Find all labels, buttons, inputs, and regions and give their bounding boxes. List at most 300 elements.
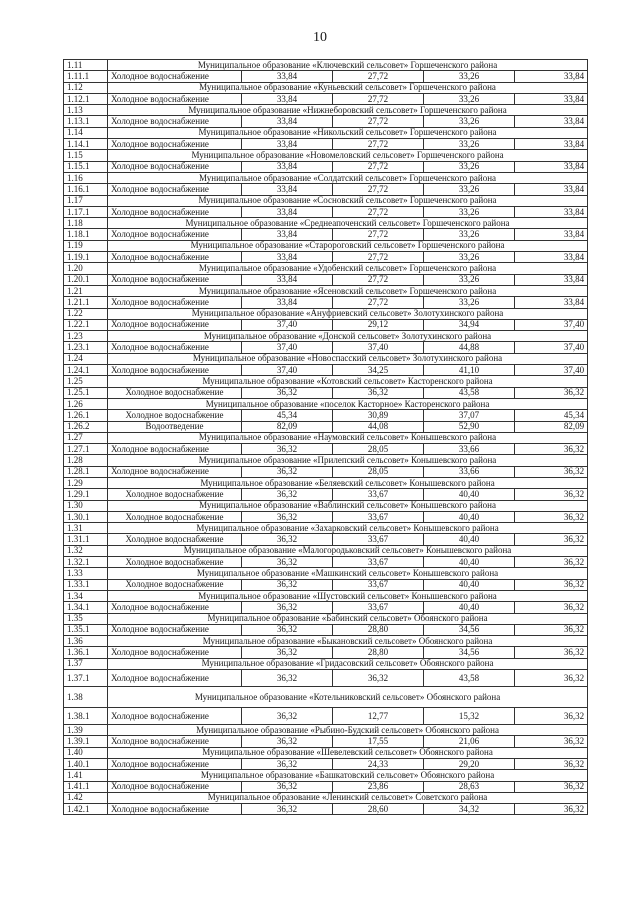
- tariff-value: 33,84: [242, 274, 333, 285]
- tariff-value: 36,32: [333, 387, 424, 398]
- tariff-value: 27,72: [333, 161, 424, 172]
- tariff-value: 33,66: [424, 444, 515, 455]
- tariff-row: [64, 534, 588, 545]
- row-number: 1.41.1: [64, 781, 108, 792]
- row-number: 1.42: [64, 792, 108, 803]
- service-name: Холодное водоснабжение: [108, 71, 242, 82]
- tariff-row: [64, 387, 588, 398]
- service-name: Холодное водоснабжение: [108, 342, 242, 353]
- municipality-row: [64, 105, 588, 116]
- service-name: Холодное водоснабжение: [108, 444, 242, 455]
- row-number: 1.28: [64, 455, 108, 466]
- municipality-title: Муниципальное образование «Солдатский сельсовет» Горшеченского района: [108, 172, 588, 183]
- municipality-title: Муниципальное образование «Ануфриевский сельсовет» Золотухинского района: [108, 308, 588, 319]
- tariff-value: 27,72: [333, 274, 424, 285]
- municipality-title: Муниципальное образование «Ваблинский сельсовет» Конышевского района: [108, 500, 588, 511]
- tariff-value: 37,40: [242, 342, 333, 353]
- tariff-value: 37,40: [333, 342, 424, 353]
- tariff-value: 36,32: [515, 708, 588, 725]
- tariff-value: 33,84: [242, 206, 333, 217]
- row-number: 1.40.1: [64, 758, 108, 769]
- row-number: 1.32.1: [64, 557, 108, 568]
- tariff-value: 36,32: [242, 804, 333, 815]
- service-name: Холодное водоснабжение: [108, 365, 242, 376]
- tariff-value: 34,25: [333, 365, 424, 376]
- service-name: Холодное водоснабжение: [108, 758, 242, 769]
- tariff-value: 33,84: [515, 93, 588, 104]
- tariff-value: 36,32: [242, 466, 333, 477]
- tariff-value: 45,34: [515, 410, 588, 421]
- tariff-value: 33,84: [515, 116, 588, 127]
- tariff-row: [64, 342, 588, 353]
- tariff-value: 28,80: [333, 624, 424, 635]
- tariff-value: 28,05: [333, 444, 424, 455]
- tariff-row: [64, 466, 588, 477]
- municipality-row: [64, 127, 588, 138]
- row-number: 1.30: [64, 500, 108, 511]
- tariff-value: 33,84: [515, 71, 588, 82]
- row-number: 1.29: [64, 477, 108, 488]
- tariff-value: 27,72: [333, 71, 424, 82]
- row-number: 1.34.1: [64, 602, 108, 613]
- municipality-row: [64, 590, 588, 601]
- tariff-value: 36,32: [515, 534, 588, 545]
- tariff-value: 33,84: [515, 161, 588, 172]
- municipality-title: Муниципальное образование «Среднеапоченский сельсовет» Горшеченского района: [108, 218, 588, 229]
- municipality-title: Муниципальное образование «Рыбино-Будский сельсовет» Обоянского района: [108, 725, 588, 736]
- row-number: 1.35: [64, 613, 108, 624]
- tariff-row: [64, 161, 588, 172]
- row-number: 1.32: [64, 545, 108, 556]
- row-number: 1.31: [64, 523, 108, 534]
- row-number: 1.31.1: [64, 534, 108, 545]
- tariff-value: 27,72: [333, 206, 424, 217]
- tariff-row: [64, 736, 588, 747]
- tariff-value: 33,26: [424, 71, 515, 82]
- service-name: Холодное водоснабжение: [108, 804, 242, 815]
- service-name: Холодное водоснабжение: [108, 781, 242, 792]
- tariff-value: 33,26: [424, 297, 515, 308]
- row-number: 1.15: [64, 150, 108, 161]
- row-number: 1.13.1: [64, 116, 108, 127]
- tariff-value: 36,32: [515, 647, 588, 658]
- tariff-row: [64, 624, 588, 635]
- tariff-value: 36,32: [242, 387, 333, 398]
- municipality-title: Муниципальное образование «Нижнеборовский сельсовет» Горшеченского района: [108, 105, 588, 116]
- tariff-value: 33,26: [424, 161, 515, 172]
- service-name: Холодное водоснабжение: [108, 624, 242, 635]
- tariff-value: 33,67: [333, 534, 424, 545]
- service-name: Холодное водоснабжение: [108, 319, 242, 330]
- row-number: 1.30.1: [64, 511, 108, 522]
- tariff-value: 33,66: [424, 466, 515, 477]
- service-name: Холодное водоснабжение: [108, 229, 242, 240]
- tariff-value: 33,84: [515, 297, 588, 308]
- tariff-row: [64, 444, 588, 455]
- service-name: Холодное водоснабжение: [108, 736, 242, 747]
- municipality-row: [64, 285, 588, 296]
- tariff-value: 37,40: [242, 365, 333, 376]
- tariff-value: 33,26: [424, 93, 515, 104]
- tariff-value: 37,40: [515, 365, 588, 376]
- tariff-row: [64, 319, 588, 330]
- tariff-value: 33,84: [515, 274, 588, 285]
- tariff-value: 33,84: [242, 93, 333, 104]
- municipality-title: Муниципальное образование «Беляевский сельсовет» Конышевского района: [108, 477, 588, 488]
- row-number: 1.33: [64, 568, 108, 579]
- row-number: 1.33.1: [64, 579, 108, 590]
- tariff-row: [64, 274, 588, 285]
- tariff-table-body: [64, 60, 588, 815]
- tariff-value: 33,84: [242, 252, 333, 263]
- municipality-row: [64, 747, 588, 758]
- tariff-value: 33,26: [424, 184, 515, 195]
- municipality-row: [64, 568, 588, 579]
- tariff-value: 17,55: [333, 736, 424, 747]
- tariff-row: [64, 670, 588, 687]
- row-number: 1.18.1: [64, 229, 108, 240]
- tariff-value: 28,63: [424, 781, 515, 792]
- tariff-value: 33,84: [515, 206, 588, 217]
- tariff-value: 33,26: [424, 206, 515, 217]
- tariff-value: 33,67: [333, 489, 424, 500]
- row-number: 1.27: [64, 432, 108, 443]
- tariff-value: 36,32: [515, 736, 588, 747]
- tariff-value: 27,72: [333, 184, 424, 195]
- municipality-title: Муниципальное образование «Ясеновский сельсовет» Горшеченского района: [108, 285, 588, 296]
- tariff-row: [64, 297, 588, 308]
- tariff-value: 33,84: [515, 184, 588, 195]
- tariff-value: 36,32: [515, 624, 588, 635]
- service-name: Холодное водоснабжение: [108, 489, 242, 500]
- tariff-value: 40,40: [424, 557, 515, 568]
- row-number: 1.36: [64, 636, 108, 647]
- municipality-row: [64, 455, 588, 466]
- tariff-row: [64, 93, 588, 104]
- service-name: Холодное водоснабжение: [108, 579, 242, 590]
- tariff-row: [64, 71, 588, 82]
- tariff-value: 33,67: [333, 511, 424, 522]
- service-name: Холодное водоснабжение: [108, 511, 242, 522]
- tariff-value: 37,40: [515, 319, 588, 330]
- service-name: Холодное водоснабжение: [108, 139, 242, 150]
- municipality-title: Муниципальное образование «Гридасовский сельсовет» Обоянского района: [108, 658, 588, 669]
- tariff-value: 33,26: [424, 252, 515, 263]
- tariff-value: 41,10: [424, 365, 515, 376]
- municipality-row: [64, 150, 588, 161]
- row-number: 1.36.1: [64, 647, 108, 658]
- tariff-value: 36,32: [515, 758, 588, 769]
- municipality-row: [64, 353, 588, 364]
- tariff-row: [64, 184, 588, 195]
- tariff-row: [64, 421, 588, 432]
- tariff-value: 36,32: [242, 534, 333, 545]
- row-number: 1.11.1: [64, 71, 108, 82]
- tariff-value: 36,32: [515, 511, 588, 522]
- tariff-row: [64, 511, 588, 522]
- service-name: Холодное водоснабжение: [108, 184, 242, 195]
- row-number: 1.16: [64, 172, 108, 183]
- municipality-row: [64, 82, 588, 93]
- row-number: 1.23: [64, 331, 108, 342]
- tariff-value: 33,26: [424, 139, 515, 150]
- tariff-value: 34,94: [424, 319, 515, 330]
- tariff-value: 36,32: [242, 624, 333, 635]
- row-number: 1.14: [64, 127, 108, 138]
- service-name: Холодное водоснабжение: [108, 602, 242, 613]
- row-number: 1.18: [64, 218, 108, 229]
- row-number: 1.24.1: [64, 365, 108, 376]
- municipality-row: [64, 658, 588, 669]
- tariff-value: 36,32: [242, 758, 333, 769]
- tariff-value: 40,40: [424, 489, 515, 500]
- row-number: 1.22: [64, 308, 108, 319]
- service-name: Холодное водоснабжение: [108, 708, 242, 725]
- municipality-row: [64, 263, 588, 274]
- service-name: Холодное водоснабжение: [108, 647, 242, 658]
- tariff-value: 43,58: [424, 387, 515, 398]
- municipality-title: Муниципальное образование «Удобенский сельсовет» Горшеченского района: [108, 263, 588, 274]
- municipality-title: Муниципальное образование «Бабинский сельсовет» Обоянского района: [108, 613, 588, 624]
- municipality-title: Муниципальное образование «Новоспасский сельсовет» Золотухинского района: [108, 353, 588, 364]
- tariff-row: [64, 579, 588, 590]
- row-number: 1.39.1: [64, 736, 108, 747]
- municipality-title: Муниципальное образование «Захарковский сельсовет» Конышевского района: [108, 523, 588, 534]
- tariff-value: 36,32: [242, 489, 333, 500]
- tariff-value: 23,86: [333, 781, 424, 792]
- row-number: 1.41: [64, 770, 108, 781]
- tariff-value: 36,32: [515, 387, 588, 398]
- tariff-value: 40,40: [424, 602, 515, 613]
- municipality-title: Муниципальное образование «Донской сельсовет» Золотухинского района: [108, 331, 588, 342]
- tariff-value: 45,34: [242, 410, 333, 421]
- tariff-row: [64, 602, 588, 613]
- service-name: Холодное водоснабжение: [108, 670, 242, 687]
- tariff-value: 36,32: [242, 708, 333, 725]
- tariff-value: 37,07: [424, 410, 515, 421]
- row-number: 1.38.1: [64, 708, 108, 725]
- page-number: 10: [313, 30, 327, 45]
- municipality-title: Муниципальное образование «Быкановский сельсовет» Обоянского района: [108, 636, 588, 647]
- tariff-value: 44,88: [424, 342, 515, 353]
- tariff-row: [64, 781, 588, 792]
- tariff-value: 36,32: [333, 670, 424, 687]
- tariff-value: 33,26: [424, 116, 515, 127]
- municipality-row: [64, 195, 588, 206]
- tariff-value: 27,72: [333, 93, 424, 104]
- tariff-row: [64, 365, 588, 376]
- municipality-row: [64, 331, 588, 342]
- tariff-value: 36,32: [242, 557, 333, 568]
- row-number: 1.29.1: [64, 489, 108, 500]
- tariff-value: 33,67: [333, 602, 424, 613]
- tariff-value: 33,26: [424, 274, 515, 285]
- tariff-value: 36,32: [515, 804, 588, 815]
- tariff-value: 33,67: [333, 579, 424, 590]
- tariff-value: 33,84: [242, 116, 333, 127]
- tariff-value: 27,72: [333, 116, 424, 127]
- row-number: 1.12.1: [64, 93, 108, 104]
- tariff-row: [64, 804, 588, 815]
- service-name: Холодное водоснабжение: [108, 206, 242, 217]
- row-number: 1.39: [64, 725, 108, 736]
- tariff-value: 27,72: [333, 139, 424, 150]
- row-number: 1.20.1: [64, 274, 108, 285]
- row-number: 1.19: [64, 240, 108, 251]
- tariff-row: [64, 116, 588, 127]
- tariff-value: 27,72: [333, 229, 424, 240]
- tariff-value: 33,84: [242, 229, 333, 240]
- service-name: Холодное водоснабжение: [108, 252, 242, 263]
- service-name: Холодное водоснабжение: [108, 93, 242, 104]
- row-number: 1.38: [64, 687, 108, 708]
- tariff-value: 36,32: [515, 557, 588, 568]
- tariff-value: 36,32: [242, 647, 333, 658]
- tariff-row: [64, 489, 588, 500]
- municipality-row: [64, 636, 588, 647]
- tariff-value: 33,84: [242, 297, 333, 308]
- service-name: Холодное водоснабжение: [108, 161, 242, 172]
- row-number: 1.28.1: [64, 466, 108, 477]
- municipality-row: [64, 240, 588, 251]
- tariff-row: [64, 229, 588, 240]
- tariff-value: 33,84: [242, 161, 333, 172]
- municipality-title: Муниципальное образование «Ключевский сельсовет» Горшеченского района: [108, 60, 588, 71]
- service-name: Холодное водоснабжение: [108, 410, 242, 421]
- municipality-row: [64, 432, 588, 443]
- tariff-value: 33,84: [515, 252, 588, 263]
- tariff-value: 36,32: [515, 489, 588, 500]
- service-name: Холодное водоснабжение: [108, 387, 242, 398]
- tariff-row: [64, 252, 588, 263]
- row-number: 1.25: [64, 376, 108, 387]
- row-number: 1.15.1: [64, 161, 108, 172]
- row-number: 1.25.1: [64, 387, 108, 398]
- municipality-title: Муниципальное образование «Машкинский сельсовет» Конышевского района: [108, 568, 588, 579]
- tariff-value: 36,32: [242, 511, 333, 522]
- tariff-value: 36,32: [242, 444, 333, 455]
- tariff-value: 28,60: [333, 804, 424, 815]
- tariff-value: 36,32: [515, 579, 588, 590]
- tariff-value: 52,90: [424, 421, 515, 432]
- tariff-value: 33,84: [242, 71, 333, 82]
- municipality-title: Муниципальное образование «Котовский сельсовет» Касторенского района: [108, 376, 588, 387]
- tariff-row: [64, 557, 588, 568]
- tariff-value: 44,08: [333, 421, 424, 432]
- tariff-value: 27,72: [333, 252, 424, 263]
- row-number: 1.19.1: [64, 252, 108, 263]
- municipality-title: Муниципальное образование «Башкатовский сельсовет» Обоянского района: [108, 770, 588, 781]
- tariff-value: 82,09: [515, 421, 588, 432]
- municipality-title: Муниципальное образование «Ленинский сельсовет» Советского района: [108, 792, 588, 803]
- municipality-row: [64, 613, 588, 624]
- tariff-value: 33,84: [242, 184, 333, 195]
- tariff-value: 40,40: [424, 579, 515, 590]
- tariff-table: [63, 59, 588, 815]
- municipality-title: Муниципальное образование «поселок Касторное» Касторенского района: [108, 398, 588, 409]
- tariff-value: 29,12: [333, 319, 424, 330]
- municipality-row: [64, 500, 588, 511]
- tariff-value: 29,20: [424, 758, 515, 769]
- service-name: Холодное водоснабжение: [108, 557, 242, 568]
- tariff-value: 21,06: [424, 736, 515, 747]
- tariff-row: [64, 139, 588, 150]
- service-name: Холодное водоснабжение: [108, 534, 242, 545]
- row-number: 1.23.1: [64, 342, 108, 353]
- service-name: Холодное водоснабжение: [108, 116, 242, 127]
- tariff-value: 36,32: [515, 670, 588, 687]
- row-number: 1.26: [64, 398, 108, 409]
- tariff-value: 28,05: [333, 466, 424, 477]
- tariff-value: 24,33: [333, 758, 424, 769]
- row-number: 1.16.1: [64, 184, 108, 195]
- tariff-value: 36,32: [242, 781, 333, 792]
- municipality-row: [64, 60, 588, 71]
- tariff-value: 33,84: [515, 139, 588, 150]
- tariff-value: 40,40: [424, 534, 515, 545]
- municipality-title: Муниципальное образование «Куньевский сельсовет» Горшеченского района: [108, 82, 588, 93]
- row-number: 1.37: [64, 658, 108, 669]
- tariff-value: 36,32: [242, 736, 333, 747]
- municipality-title: Муниципальное образование «Шевелевский сельсовет» Обоянского района: [108, 747, 588, 758]
- tariff-value: 34,56: [424, 624, 515, 635]
- row-number: 1.42.1: [64, 804, 108, 815]
- tariff-value: 36,32: [515, 602, 588, 613]
- municipality-row: [64, 523, 588, 534]
- row-number: 1.21: [64, 285, 108, 296]
- tariff-value: 27,72: [333, 297, 424, 308]
- tariff-value: 34,32: [424, 804, 515, 815]
- municipality-row: [64, 792, 588, 803]
- row-number: 1.17.1: [64, 206, 108, 217]
- municipality-title: Муниципальное образование «Прилепский сельсовет» Конышевского района: [108, 455, 588, 466]
- row-number: 1.37.1: [64, 670, 108, 687]
- tariff-row: [64, 708, 588, 725]
- municipality-row: [64, 477, 588, 488]
- municipality-row: [64, 376, 588, 387]
- tariff-value: 33,84: [242, 139, 333, 150]
- tariff-value: 12,77: [333, 708, 424, 725]
- municipality-row: [64, 308, 588, 319]
- municipality-row: [64, 218, 588, 229]
- row-number: 1.27.1: [64, 444, 108, 455]
- row-number: 1.14.1: [64, 139, 108, 150]
- municipality-row: [64, 770, 588, 781]
- row-number: 1.11: [64, 60, 108, 71]
- service-name: Холодное водоснабжение: [108, 297, 242, 308]
- row-number: 1.21.1: [64, 297, 108, 308]
- tariff-value: 43,58: [424, 670, 515, 687]
- municipality-title: Муниципальное образование «Сосновский сельсовет» Горшеченского района: [108, 195, 588, 206]
- tariff-value: 37,40: [242, 319, 333, 330]
- service-name: Холодное водоснабжение: [108, 274, 242, 285]
- municipality-title: Муниципальное образование «Шустовский сельсовет» Конышевского района: [108, 590, 588, 601]
- tariff-value: 28,80: [333, 647, 424, 658]
- row-number: 1.26.1: [64, 410, 108, 421]
- row-number: 1.20: [64, 263, 108, 274]
- tariff-value: 30,89: [333, 410, 424, 421]
- tariff-value: 34,56: [424, 647, 515, 658]
- service-name: Водоотведение: [108, 421, 242, 432]
- municipality-title: Муниципальное образование «Котельниковский сельсовет» Обоянского района: [108, 687, 588, 708]
- row-number: 1.22.1: [64, 319, 108, 330]
- service-name: Холодное водоснабжение: [108, 466, 242, 477]
- row-number: 1.12: [64, 82, 108, 93]
- tariff-value: 33,26: [424, 229, 515, 240]
- tariff-value: 33,67: [333, 557, 424, 568]
- municipality-title: Муниципальное образование «Никольский сельсовет» Горшеченского района: [108, 127, 588, 138]
- tariff-value: 36,32: [515, 466, 588, 477]
